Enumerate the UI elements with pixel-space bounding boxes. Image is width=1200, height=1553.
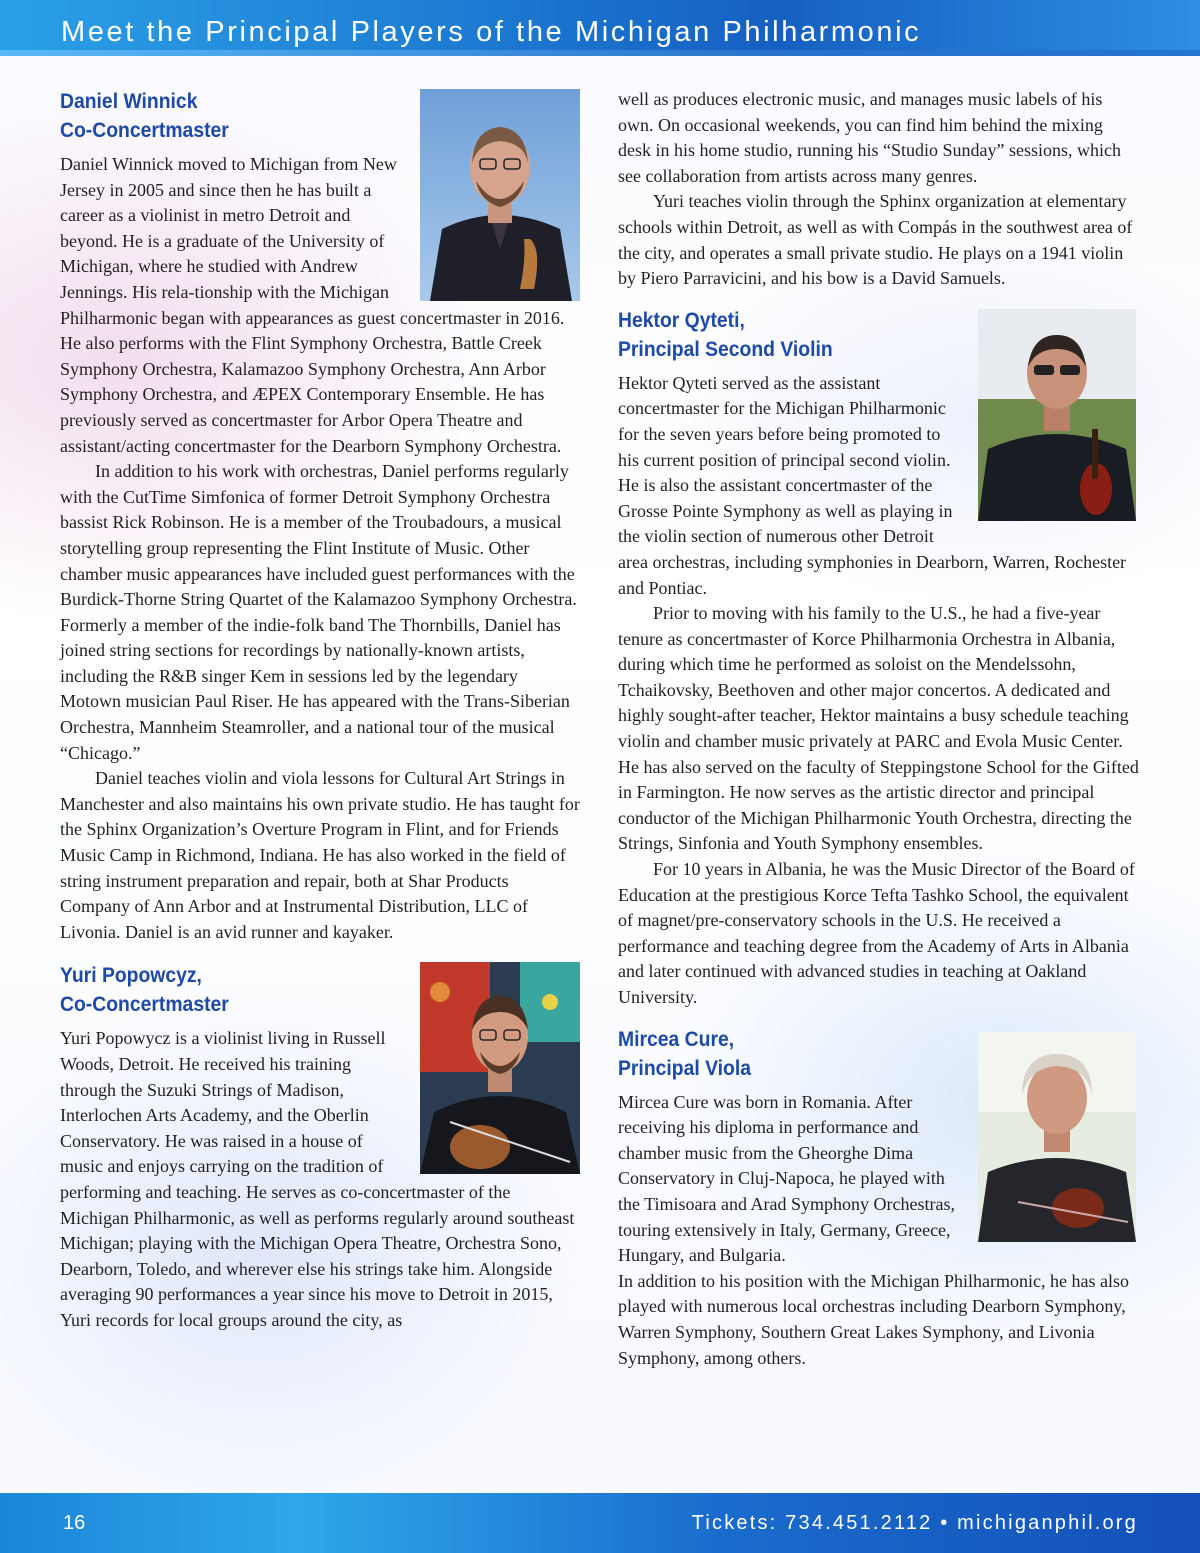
bio-paragraph: Daniel Winnick moved to Michigan from New Jersey in 2005 and since then he has built a career as a violinist in metro Detroit and beyond. He is a graduate of the University of Michigan, where he studied with Andrew Jennings. His rela-tionship with the Michigan Philharmonic began with appearances as guest concertmaster in 2016. He also performs with the Flint Symphony Orchestra, Battle Creek Symphony Orchestra, Kalamazoo Symphony Orchestra, Ann Arbor Symphony Orchestra, and ÆPEX Contemporary Ensemble. He has previously served as concertmaster for Arbor Opera Theatre and assistant/acting concertmaster for the Dearborn Symphony Orchestra. <box>60 154 565 456</box>
page-footer <box>0 1493 1200 1553</box>
player-mircea-cure <box>618 1025 1140 1372</box>
player-name: Hektor Qyteti, <box>618 307 745 332</box>
tickets-info: Tickets: 734.451.2112 • michiganphil.org <box>691 1512 1138 1534</box>
bio-paragraph: Hektor Qyteti served as the assistant concertmaster for the Michigan Philharmonic for the seven years before being promoted to his current position of principal second violin. He is also the assistant concertmaster of the Grosse Pointe Symphony as well as playing in the violin section of numerous other Detroit area orchestras, including symphonies in Dearborn, Warren, Rochester and Pontiac. <box>618 372 1127 598</box>
player-yuri-popowcyz <box>60 961 582 1333</box>
bio-paragraph: Yuri Popowycz is a violinist living in Russell Woods, Detroit. He received his training through the Suzuki Strings of Madison, Interlochen Arts Academy, and the Oberlin Conservatory. He was raised in a house of music and enjoys carrying on the tradition of performing and teaching. He serves as co-concertmaster of the Michigan Philharmonic, as well as performs regularly around southeast Michigan; playing with the Michigan Opera Theatre, Orchestra Sono, Dearborn, Toledo, and wherever else his strings take him. Alongside averaging 90 performances a year since his move to Detroit in 2015, Yuri records for local groups around the city, as <box>60 1028 575 1330</box>
player-name: Yuri Popowcyz, <box>60 963 202 988</box>
left-column <box>60 87 582 1348</box>
player-role: Principal Second Violin <box>618 336 833 361</box>
page-header <box>0 0 1200 56</box>
player-name: Daniel Winnick <box>60 89 198 113</box>
player-hektor-qyteti <box>618 306 1140 1011</box>
player-name: Mircea Cure, <box>618 1026 735 1051</box>
right-column <box>618 87 1140 1385</box>
bio-paragraph: Yuri teaches violin through the Sphinx organization at elementary schools within Detroit, as well as with Compás in the southwest area of the city, and operates a small private studio. He plays on a 1941 violin by Piero Parravicini, and his bow is a David Samuels. <box>618 191 1133 289</box>
bio-paragraph: Prior to moving with his family to the U.S., he had a five-year tenure as concertmaster of Korce Philharmonia Orchestra in Albania, during which time he performed as soloist on the Mendelssohn, Tchaikovsky, Beethoven and other major concertos. A dedicated and highly sought-after teacher, Hektor maintains a busy schedule teaching violin and chamber music privately at PARC and Evola Music Center. He has also served on the faculty of Steppingstone School for the Gifted in Farmington. He now serves as the artistic director and principal conductor of the Michigan Philharmonic Youth Orchestra, directing the Strings, Sinfonia and Youth Symphony ensembles. <box>618 603 1139 854</box>
bio-paragraph: For 10 years in Albania, he was the Music Director of the Board of Education at the prestigious Korce Tefta Tashko School, the equivalent of magnet/pre-conservatory schools in the U.S. He received a performance and teaching degree from the Academy of Arts in Albania and later continued with advanced studies in teaching at Oakland University. <box>618 859 1135 1007</box>
player-role: Principal Viola <box>618 1055 752 1080</box>
bio-paragraph-continued: well as produces electronic music, and manages music labels of his own. On occasional weekends, you can find him behind the mixing desk in his home studio, running his “Studio Sunday” sessions, which see collaboration from artists across many genres. <box>618 89 1121 186</box>
player-role: Co-Concertmaster <box>60 118 229 142</box>
bio-paragraph: In addition to his position with the Michigan Philharmonic, he has also played with numerous local orchestras including Dearborn Symphony, Warren Symphony, Southern Great Lakes Symphony, and Livonia Symphony, among others. <box>618 1270 1129 1368</box>
player-role: Co-Concertmaster <box>60 992 229 1017</box>
page-number: 16 <box>63 1512 86 1534</box>
player-daniel-winnick <box>60 87 582 945</box>
bio-paragraph: Mircea Cure was born in Romania. After receiving his diploma in performance and chamber music from the Gheorghe Dima Conservatory in Cluj-Napoca, he played with the Timisoara and Arad Symphony Orchestras, touring extensively in Italy, Germany, Greece, Hungary, and Bulgaria. <box>618 1091 955 1266</box>
bio-paragraph: In addition to his work with orchestras, Daniel performs regularly with the CutTime Simfonica of former Detroit Symphony Orchestra bassist Rick Robinson. He is a member of the Troubadours, a musical storytelling group representing the Flint Institute of Music. Other chamber music appearances have included guest performances with the Burdick-Thorne String Quartet of the Kalamazoo Symphony Orchestra. Formerly a member of the indie-folk band The Thornbills, Daniel has joined string sections for recordings by nationally-known artists, including the R&B singer Kem in sessions led by the legendary Motown musician Paul Riser. He has appeared with the Trans-Siberian Orchestra, Mannheim Steamroller, and a national tour of the musical “Chicago.” <box>60 461 577 763</box>
page-title: Meet the Principal Players of the Michigan Philharmonic <box>61 16 922 48</box>
bio-paragraph: Daniel teaches violin and viola lessons for Cultural Art Strings in Manchester and also maintains his own private studio. He has taught for the Sphinx Organization’s Overture Program in Flint, and for Friends Music Camp in Richmond, Indiana. He has also worked in the field of string instrument preparation and repair, both at Shar Products Company of Ann Arbor and at Instrumental Distribution, LLC of Livonia. Daniel is an avid runner and kayaker. <box>60 768 580 942</box>
